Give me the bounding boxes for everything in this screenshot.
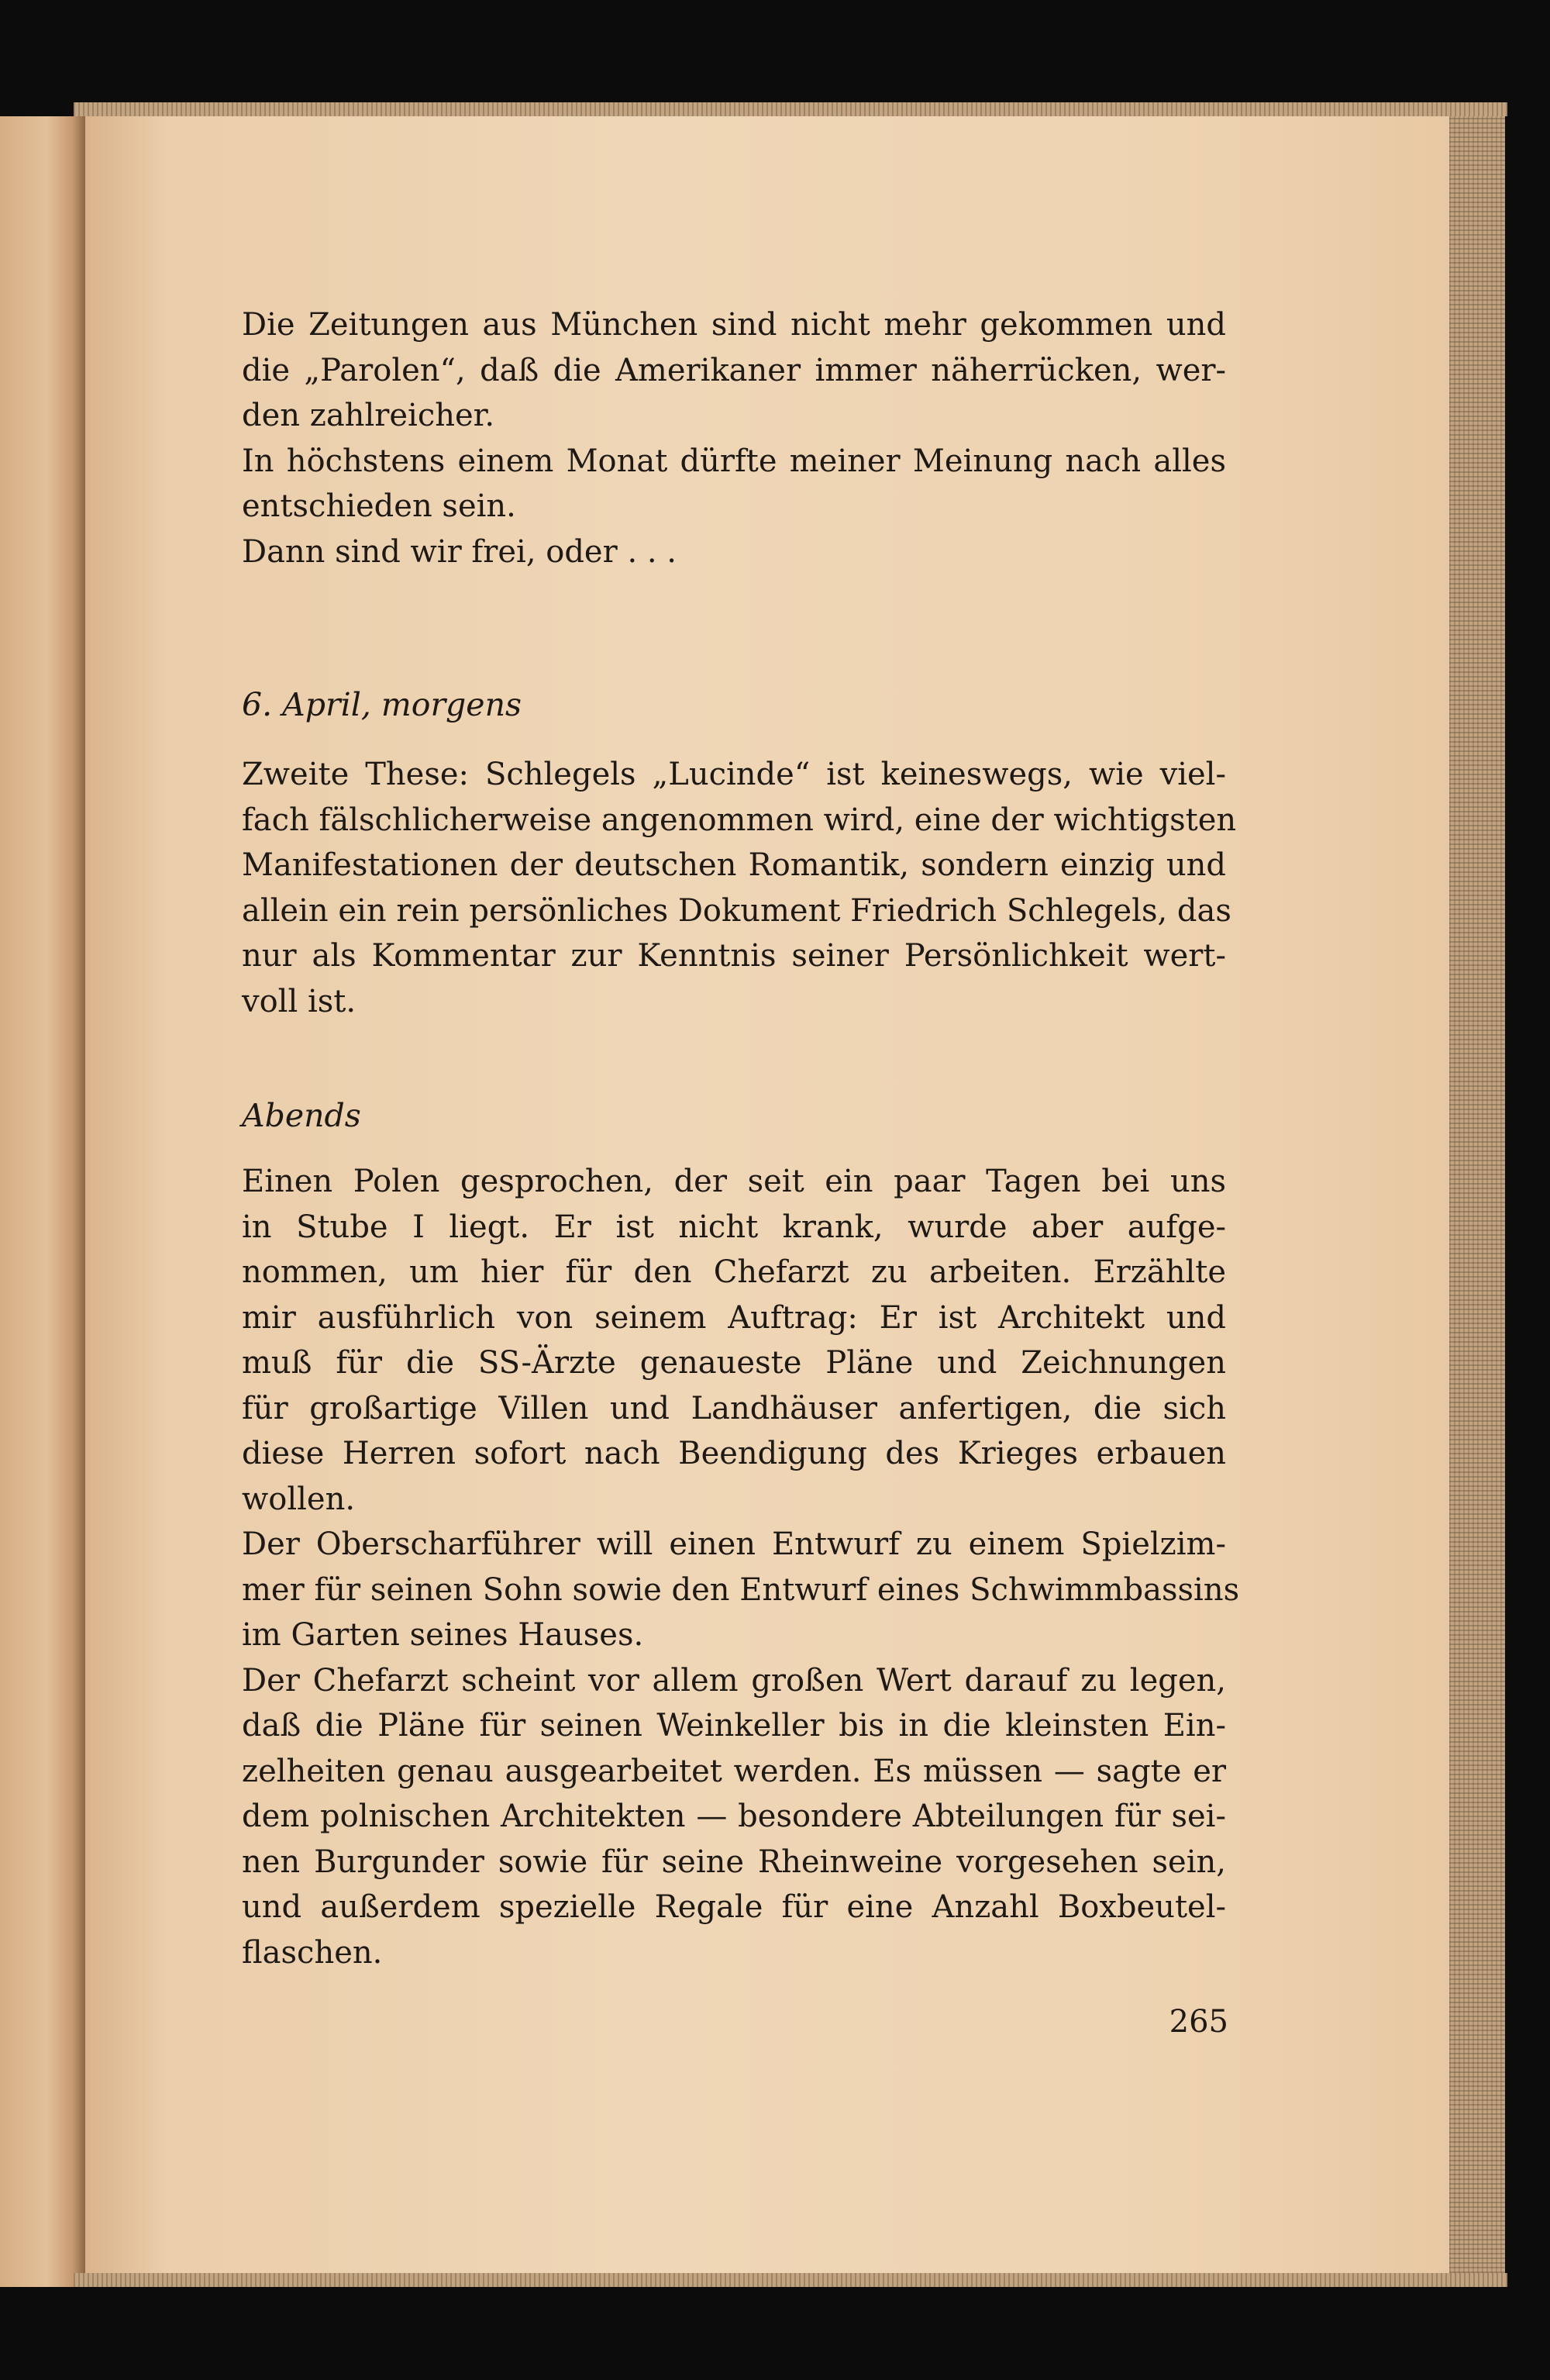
paragraph-zweite-these: [242, 752, 1237, 1024]
text-line: die „Parolen“, daß die Amerikaner immer näherrücken, wer-: [242, 352, 1226, 388]
text-line: Der Chefarzt scheint vor allem großen Wert darauf zu legen,: [242, 1662, 1226, 1699]
text-line: wollen.: [242, 1481, 356, 1517]
text-line: dem polnischen Architekten — besondere Abteilungen für sei-: [242, 1799, 1226, 1834]
text-line: mir ausführlich von seinem Auftrag: Er ist Architekt und: [242, 1299, 1226, 1336]
text-line: nommen, um hier für den Chefarzt zu arbeiten. Erzählte: [242, 1254, 1226, 1290]
text-line: voll ist.: [242, 983, 356, 1019]
binding-bottom-edge: [74, 2273, 1507, 2287]
text-line: diese Herren sofort nach Beendigung des Krieges erbauen: [242, 1436, 1226, 1471]
text-line: im Garten seines Hauses.: [242, 1617, 644, 1653]
left-page-edge: [0, 116, 85, 2287]
text-line: Einen Polen gesprochen, der seit ein paar Tagen bei uns: [242, 1164, 1226, 1199]
diary-time-heading: Abends: [242, 1097, 361, 1134]
text-line: nen Burgunder sowie für seine Rheinweine vorgesehen sein,: [242, 1844, 1226, 1880]
text-line: daß die Pläne für seinen Weinkeller bis in die kleinsten Ein-: [242, 1708, 1226, 1744]
text-line: flaschen.: [242, 1934, 383, 1971]
text-line: für großartige Villen und Landhäuser anfertigen, die sich: [242, 1390, 1226, 1426]
paragraph-abends: [242, 1159, 1240, 1975]
text-line: und außerdem spezielle Regale für eine Anzahl Boxbeutel-: [242, 1889, 1226, 1925]
text-line: Zweite These: Schlegels „Lucinde“ ist keineswegs, wie viel-: [242, 757, 1226, 792]
diary-date-heading: 6. April, morgens: [242, 686, 522, 723]
page-number: 265: [1169, 2004, 1228, 2040]
text-line: muß für die SS-Ärzte genaueste Pläne und Zeichnungen: [242, 1345, 1226, 1381]
text-line: Die Zeitungen aus München sind nicht mehr gekommen und: [242, 307, 1226, 343]
text-line: den zahlreicher.: [242, 398, 495, 433]
binding-top-edge: [74, 102, 1507, 116]
text-line: In höchstens einem Monat dürfte meiner Meinung nach alles: [242, 443, 1226, 479]
text-line: entschieden sein.: [242, 488, 516, 524]
text-line: nur als Kommentar zur Kenntnis seiner Persönlichkeit wert-: [242, 938, 1226, 974]
paragraph-zeitungen: [242, 302, 1226, 574]
text-line: Manifestationen der deutschen Romantik, sondern einzig und: [242, 847, 1226, 883]
text-line: Der Oberscharführer will einen Entwurf zu einem Spielzim-: [242, 1526, 1226, 1562]
text-line: allein ein rein persönliches Dokument Friedrich Schlegels, das: [242, 892, 1231, 929]
text-line: Dann sind wir frei, oder . . .: [242, 533, 677, 570]
text-line: fach fälschlicherweise angenommen wird, eine der wichtigsten: [242, 802, 1237, 838]
text-line: in Stube I liegt. Er ist nicht krank, wurde aber aufge-: [242, 1209, 1226, 1245]
text-line: zelheiten genau ausgearbeitet werden. Es müssen — sagte er: [242, 1753, 1226, 1789]
text-line: mer für seinen Sohn sowie den Entwurf eines Schwimmbassins: [242, 1571, 1240, 1608]
book-binding-cloth: [1449, 107, 1505, 2287]
